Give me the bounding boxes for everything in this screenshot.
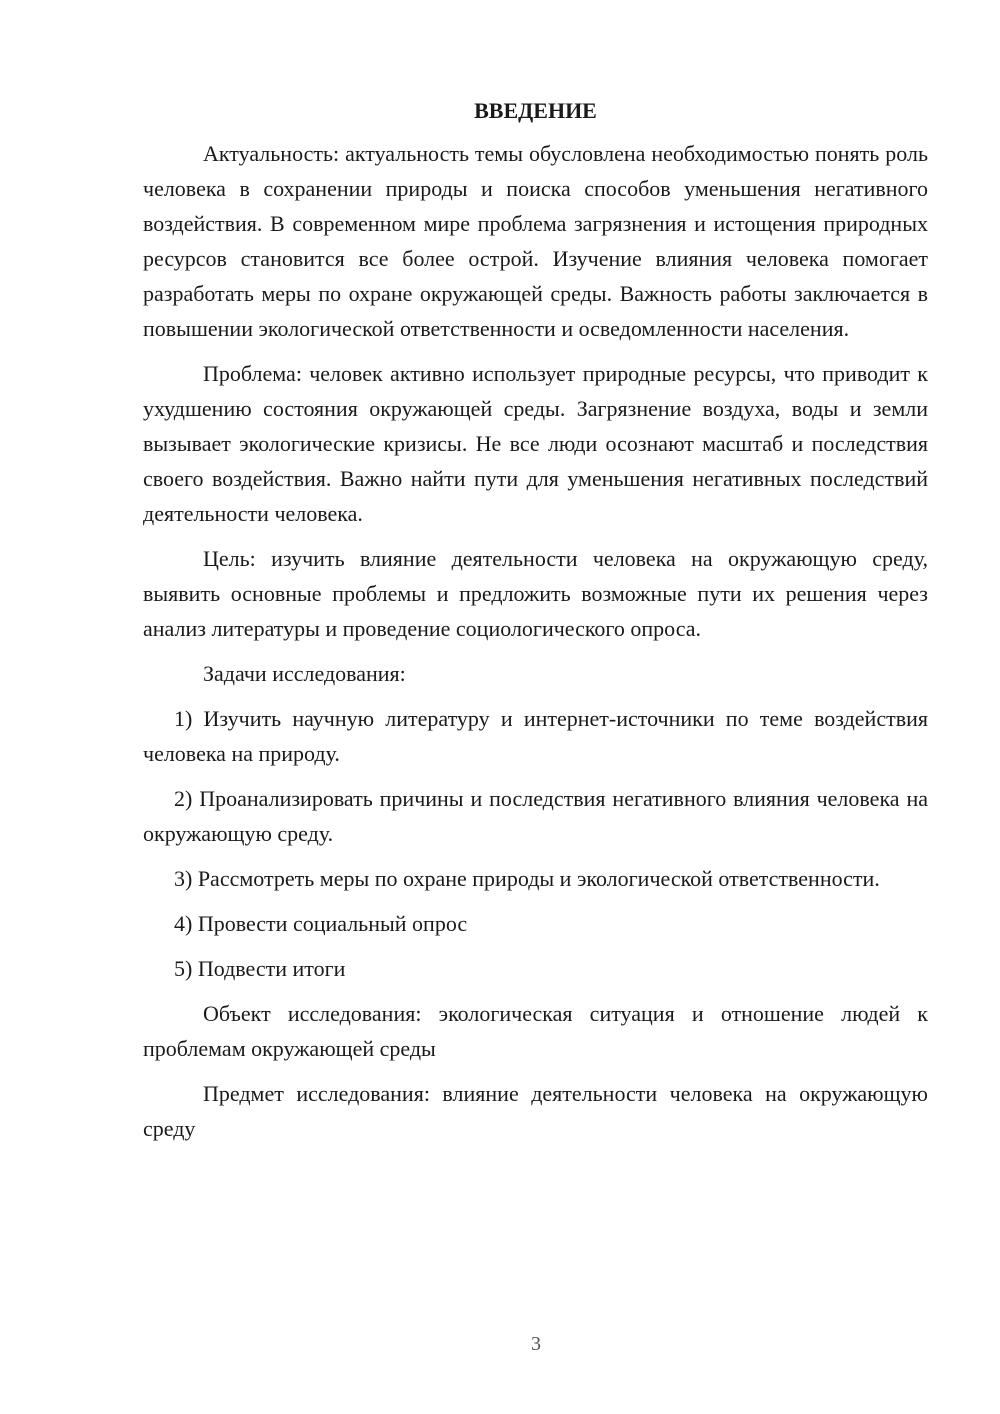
object-paragraph: Объект исследования: экологическая ситуация и отношение людей к проблемам окружающей среды [143, 1001, 928, 1061]
task-item-5: 5) Подвести итоги [174, 956, 346, 981]
page-number: 3 [531, 1333, 541, 1355]
task-item-1: 1) Изучить научную литературу и интернет-источники по теме воздействия человека на природу. [143, 706, 928, 766]
relevance-paragraph: Актуальность: актуальность темы обусловлена необходимостью понять роль человека в сохранении природы и поиска способов уменьшения негативного воздействия. В современном мире проблема загрязнения и истощения природных ресурсов становится все более острой. Изучение влияния человека помогает разработать меры по охране окружающей среды. Важность работы заключается в повышении экологической ответственности и осведомленности населения. [143, 141, 928, 341]
goal-paragraph: Цель: изучить влияние деятельности человека на окружающую среду, выявить основные проблемы и предложить возможные пути их решения через анализ литературы и проведение социологического опроса. [143, 546, 928, 641]
tasks-heading: Задачи исследования: [203, 661, 406, 686]
subject-paragraph: Предмет исследования: влияние деятельности человека на окружающую среду [143, 1081, 928, 1141]
task-item-2: 2) Проанализировать причины и последствия негативного влияния человека на окружающую среду. [143, 786, 928, 846]
task-item-3: 3) Рассмотреть меры по охране природы и экологической ответственности. [174, 866, 880, 891]
task-item-4: 4) Провести социальный опрос [174, 911, 468, 936]
section-title: ВВЕДЕНИЕ [474, 98, 597, 123]
page-content [143, 93, 928, 1146]
problem-paragraph: Проблема: человек активно использует природные ресурсы, что приводит к ухудшению состояния окружающей среды. Загрязнение воздуха, воды и земли вызывает экологические кризисы. Не все люди осознают масштаб и последствия своего воздействия. Важно найти пути для уменьшения негативных последствий деятельности человека. [143, 361, 928, 526]
